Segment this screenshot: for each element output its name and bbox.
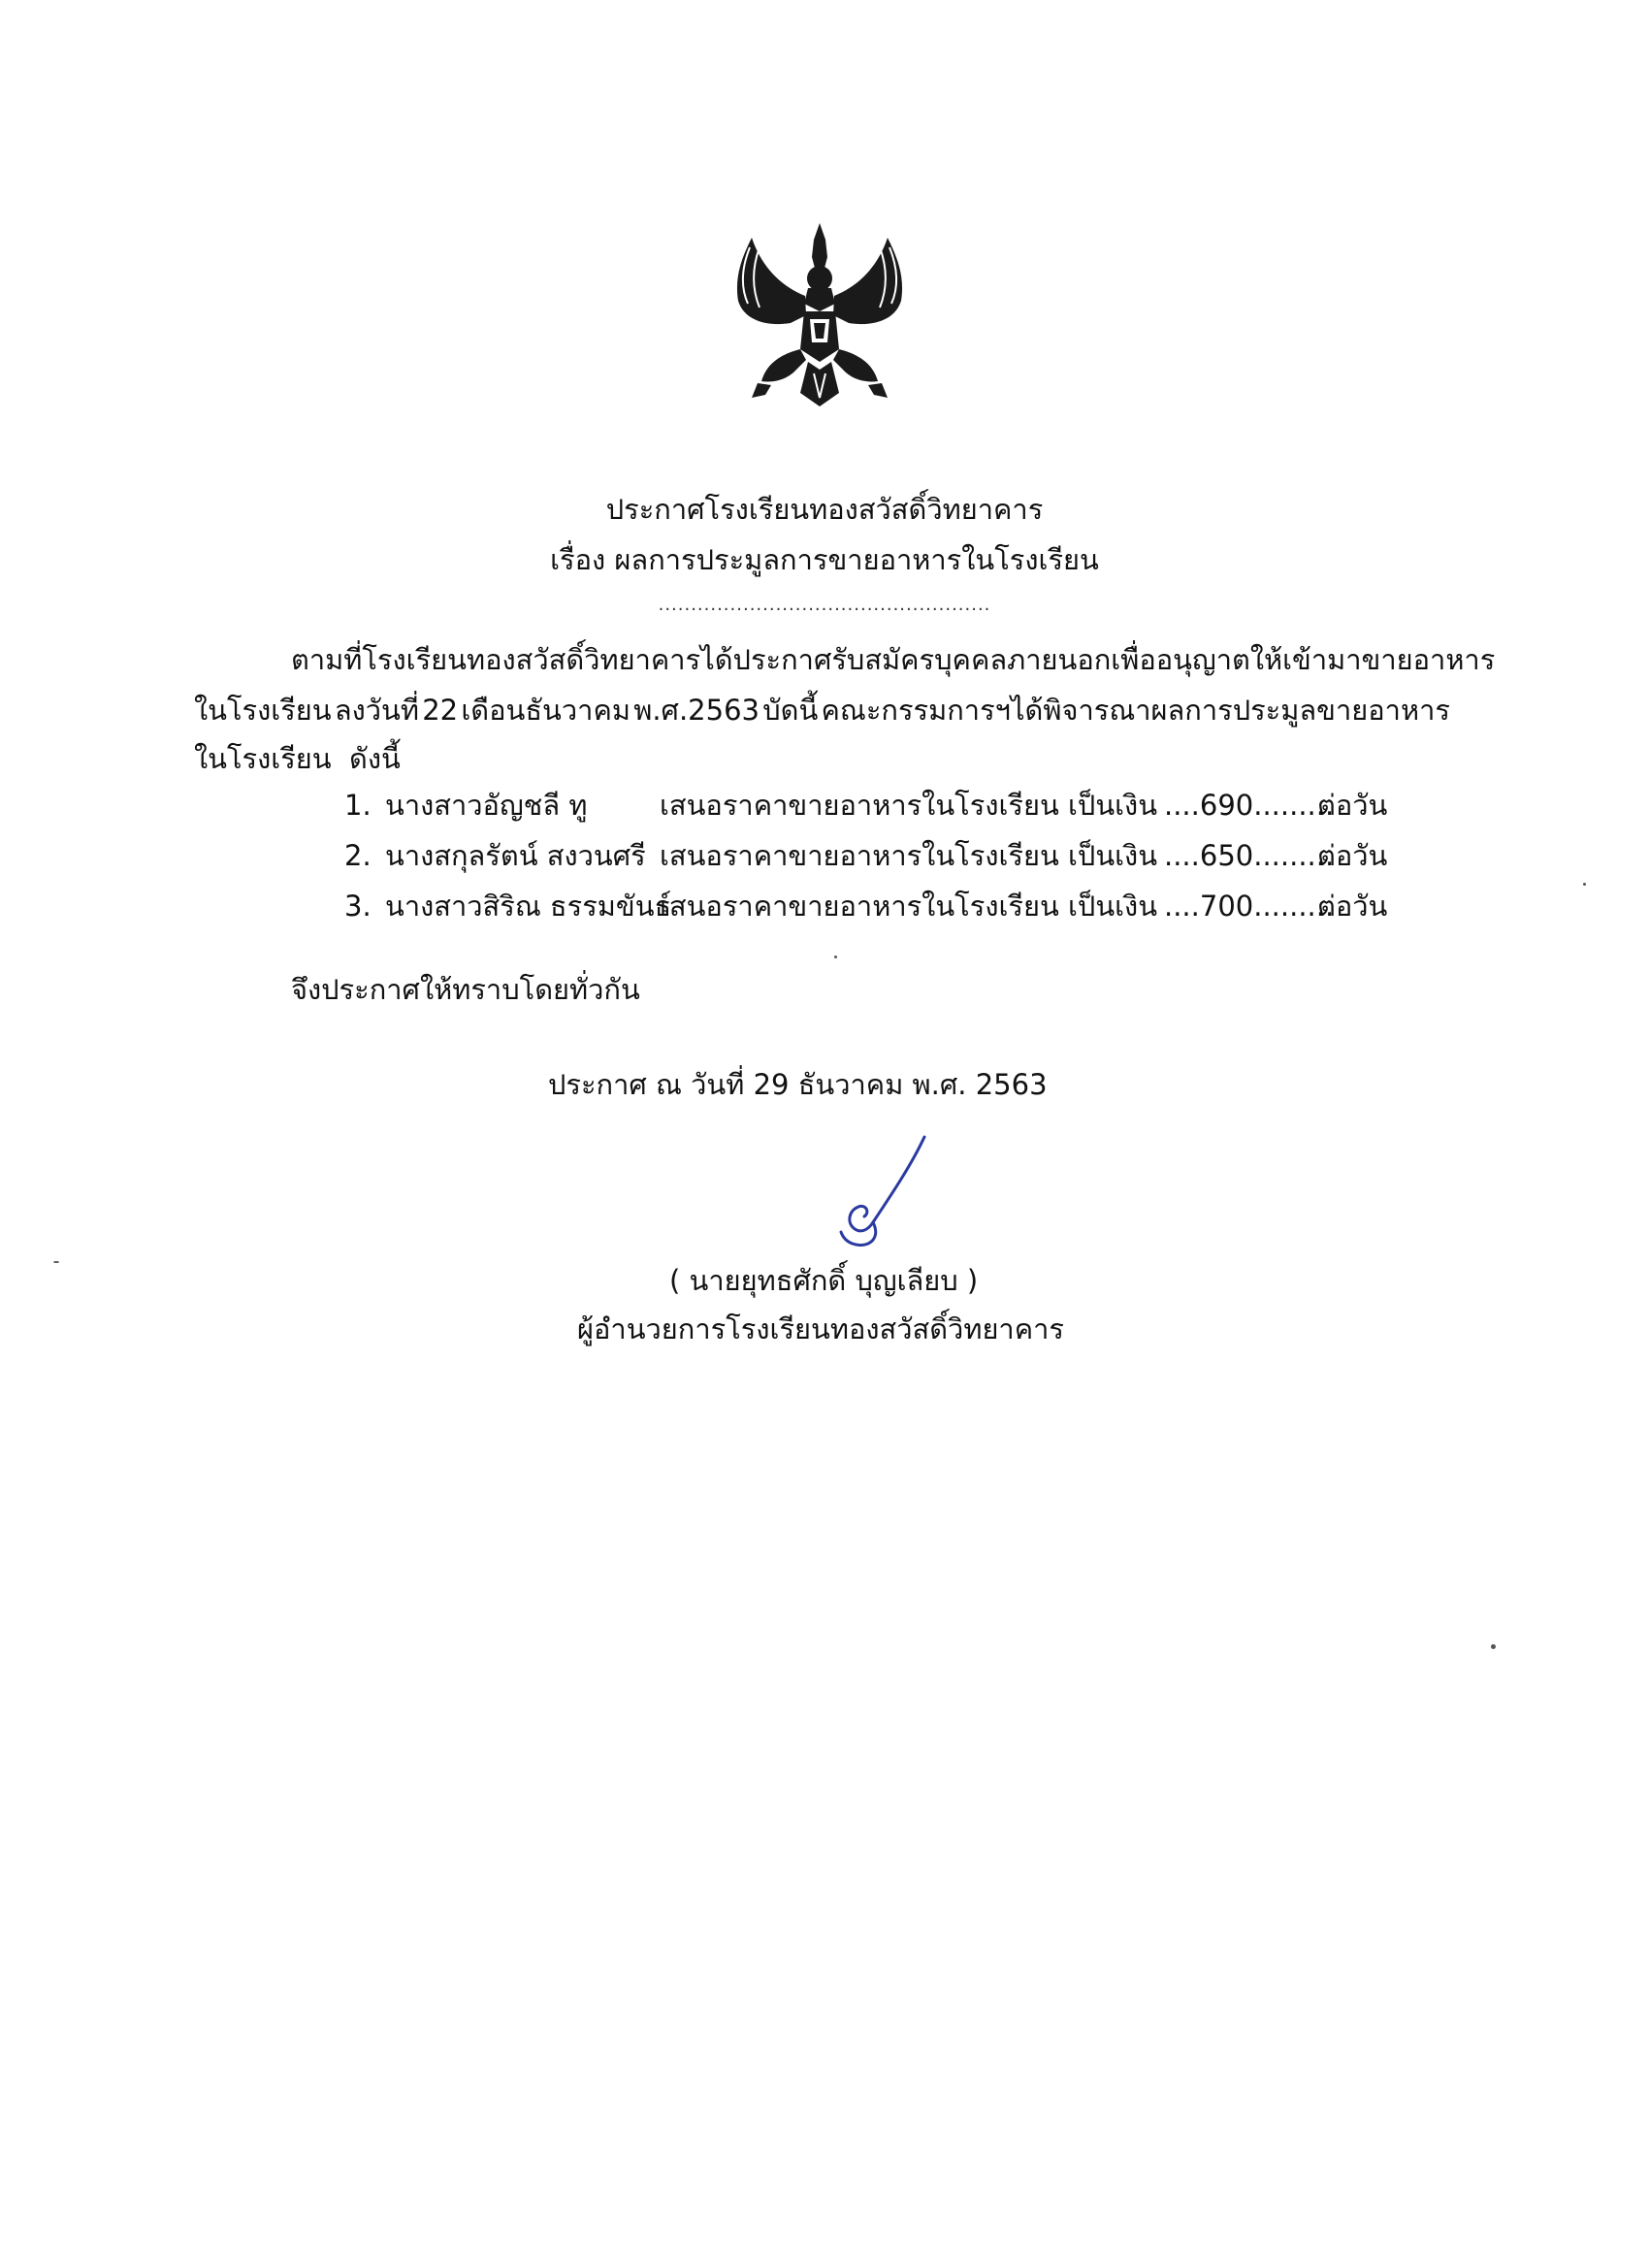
scan-speck xyxy=(1583,883,1586,886)
garuda-emblem-icon xyxy=(723,218,917,412)
item-offer-text: เสนอราคาขายอาหารในโรงเรียน เป็นเงิน xyxy=(660,839,1158,872)
item-number: 3. xyxy=(344,890,372,923)
item-name: นางสาวสิริณ ธรรมขันธ์ xyxy=(385,890,672,923)
item-name: นางสาวอัญชลี ทู xyxy=(385,789,588,822)
paragraph-text: คณะกรรมการฯได้พิจารณาผลการประมูลขายอาหาร xyxy=(821,694,1450,727)
scan-speck xyxy=(53,1261,59,1263)
paragraph-text: ลงวันที่ xyxy=(334,694,419,727)
paragraph-text: ในโรงเรียน xyxy=(194,694,332,727)
paragraph-line-2 xyxy=(194,691,1450,729)
signature-icon xyxy=(820,1125,936,1251)
item-offer-text: เสนอราคาขายอาหารในโรงเรียน เป็นเงิน xyxy=(660,789,1158,822)
signer-position: ผู้อำนวยการโรงเรียนทองสวัสดิ์วิทยาคาร xyxy=(577,1312,1064,1345)
item-unit: ต่อวัน xyxy=(1317,890,1388,923)
item-offer-text: เสนอราคาขายอาหารในโรงเรียน เป็นเงิน xyxy=(660,890,1158,923)
paragraph-text: พ.ศ.2563 xyxy=(633,694,760,727)
item-number: 1. xyxy=(344,789,372,822)
paragraph-text: ตามที่โรงเรียนทองสวัสดิ์วิทยาคาร xyxy=(291,643,701,676)
item-price: ....700......... xyxy=(1164,890,1335,923)
item-price: ....650......... xyxy=(1164,839,1335,872)
paragraph-text: ได้ประกาศรับสมัครบุคคลภายนอกเพื่ออนุญาตให้เข้ามาขายอาหาร xyxy=(700,643,1496,676)
signer-name: ( นายยุทธศักดิ์ บุญเลียบ ) xyxy=(669,1264,979,1297)
paragraph-text: บัดนี้ xyxy=(762,694,819,727)
paragraph-line-1 xyxy=(291,640,1496,679)
announcement-title: ประกาศโรงเรียนทองสวัสดิ์วิทยาคาร xyxy=(605,493,1044,526)
list-item xyxy=(344,786,1392,825)
paragraph-text: เดือนธันวาคม xyxy=(461,694,630,727)
paragraph-text: ในโรงเรียน xyxy=(194,742,332,775)
list-item xyxy=(344,887,1392,925)
item-unit: ต่อวัน xyxy=(1317,839,1388,872)
announcement-subject: เรื่อง ผลการประมูลการขายอาหารในโรงเรียน xyxy=(550,543,1099,576)
scan-speck xyxy=(834,956,837,958)
item-name: นางสกุลรัตน์ สงวนศรี xyxy=(385,839,646,872)
paragraph-text: ดังนี้ xyxy=(349,742,401,775)
date-line: ประกาศ ณ วันที่ 29 ธันวาคม พ.ศ. 2563 xyxy=(548,1068,1048,1101)
scan-speck xyxy=(1491,1644,1496,1649)
paragraph-line-3 xyxy=(194,739,401,778)
item-number: 2. xyxy=(344,839,372,872)
closing-text: จึงประกาศให้ทราบโดยทั่วกัน xyxy=(291,973,640,1006)
paragraph-text: 22 xyxy=(422,694,459,727)
header-separator: ................................................... xyxy=(658,595,991,615)
item-price: ....690......... xyxy=(1164,789,1335,822)
list-item xyxy=(344,836,1392,875)
item-unit: ต่อวัน xyxy=(1317,789,1388,822)
